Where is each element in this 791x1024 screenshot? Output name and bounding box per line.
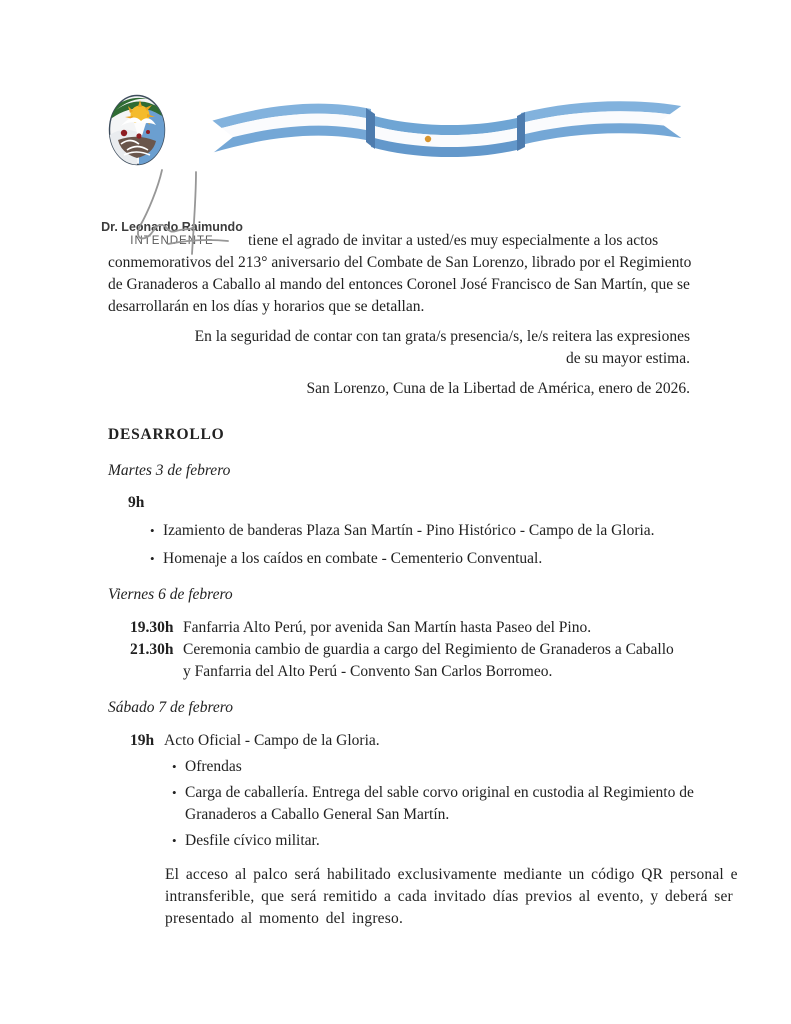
event-text-line: Fanfarria Alto Perú, por avenida San Martín hasta Paseo del Pino. (183, 619, 592, 636)
flag-ribbon-icon (203, 99, 691, 163)
event-item (172, 756, 690, 778)
event-text (185, 756, 242, 778)
day-date: Martes 3 de febrero (108, 462, 231, 479)
courtesy-paragraph (108, 326, 690, 370)
argentina-flag-ribbon (203, 99, 691, 163)
event-text-line: Carga de caballería. Entrega del sable corvo original en custodia al Regimiento de (185, 784, 694, 801)
event-time: 19.30h (130, 619, 174, 636)
bullet-icon: • (150, 523, 155, 538)
intro-line: desarrollarán en los días y horarios que se detallan. (108, 298, 425, 315)
bullet-icon: • (172, 833, 177, 848)
bullet-icon: • (172, 759, 177, 774)
event-item (150, 520, 690, 542)
intro-paragraph (108, 230, 690, 318)
bullet-icon: • (150, 551, 155, 566)
program-day-sabado (108, 697, 694, 852)
day-date: Sábado 7 de febrero (108, 699, 233, 716)
letter-body (108, 230, 738, 930)
event-time: 21.30h (130, 641, 174, 658)
event-row (130, 639, 690, 683)
event-text: Izamiento de banderas Plaza San Martín - Pino Histórico - Campo de la Gloria. (163, 522, 655, 539)
event-text (183, 617, 591, 639)
event-item (150, 548, 690, 570)
event-time: 19h (130, 732, 155, 749)
event-text: Homenaje a los caídos en combate - Cementerio Conventual. (163, 550, 543, 567)
program-day-viernes (108, 584, 690, 683)
event-text: Acto Oficial - Campo de la Gloria. (164, 732, 380, 749)
place-dateline: San Lorenzo, Cuna de la Libertad de América, enero de 2026. (306, 380, 690, 397)
signatory-title: INTENDENTE (130, 235, 214, 247)
intro-line: de Granaderos a Caballo al mando del entonces Coronel José Francisco de San Martín, que se (108, 276, 690, 293)
sun-of-may-icon (425, 136, 431, 142)
intro-line: tiene el agrado de invitar a usted/es muy especialmente a los actos (248, 232, 659, 249)
event-item (172, 782, 694, 826)
program-day-martes (108, 460, 690, 570)
courtesy-line: En la seguridad de contar con tan grata/s presencia/s, le/s reitera las expresiones (194, 328, 690, 345)
note-line: El acceso al palco será habilitado exclusivamente mediante un código QR personal e (165, 866, 738, 883)
event-text (185, 782, 694, 826)
event-row (130, 617, 690, 639)
note-line: presentado al momento del ingreso. (165, 910, 404, 927)
municipal-seal (106, 92, 168, 170)
event-text-line: y Fanfarria del Alto Perú - Convento San Carlos Borromeo. (183, 663, 553, 680)
event-row (130, 730, 690, 752)
courtesy-line: de su mayor estima. (566, 350, 690, 367)
event-text (185, 830, 320, 852)
qr-access-note (165, 864, 738, 930)
event-text-line: Desfile cívico militar. (185, 832, 320, 849)
event-text (183, 639, 674, 683)
note-line: intransferible, que será remitido a cada invitado días previos al evento, y deberá ser (165, 888, 733, 905)
signatory-name: Dr. Leonardo Raimundo (101, 220, 243, 234)
event-text-line: Granaderos a Caballo General San Martín. (185, 806, 450, 823)
intro-line: conmemorativos del 213° aniversario del Combate de San Lorenzo, librado por el Regimiento (108, 254, 692, 271)
day-date: Viernes 6 de febrero (108, 586, 233, 603)
bullet-icon: • (172, 785, 177, 800)
event-time: 9h (128, 494, 145, 511)
event-item (172, 830, 690, 852)
program-heading: DESARROLLO (108, 426, 225, 443)
event-text-line: Ofrendas (185, 758, 242, 775)
event-text-line: Ceremonia cambio de guardia a cargo del Regimiento de Granaderos a Caballo (183, 641, 674, 658)
municipal-seal-icon (106, 92, 168, 170)
